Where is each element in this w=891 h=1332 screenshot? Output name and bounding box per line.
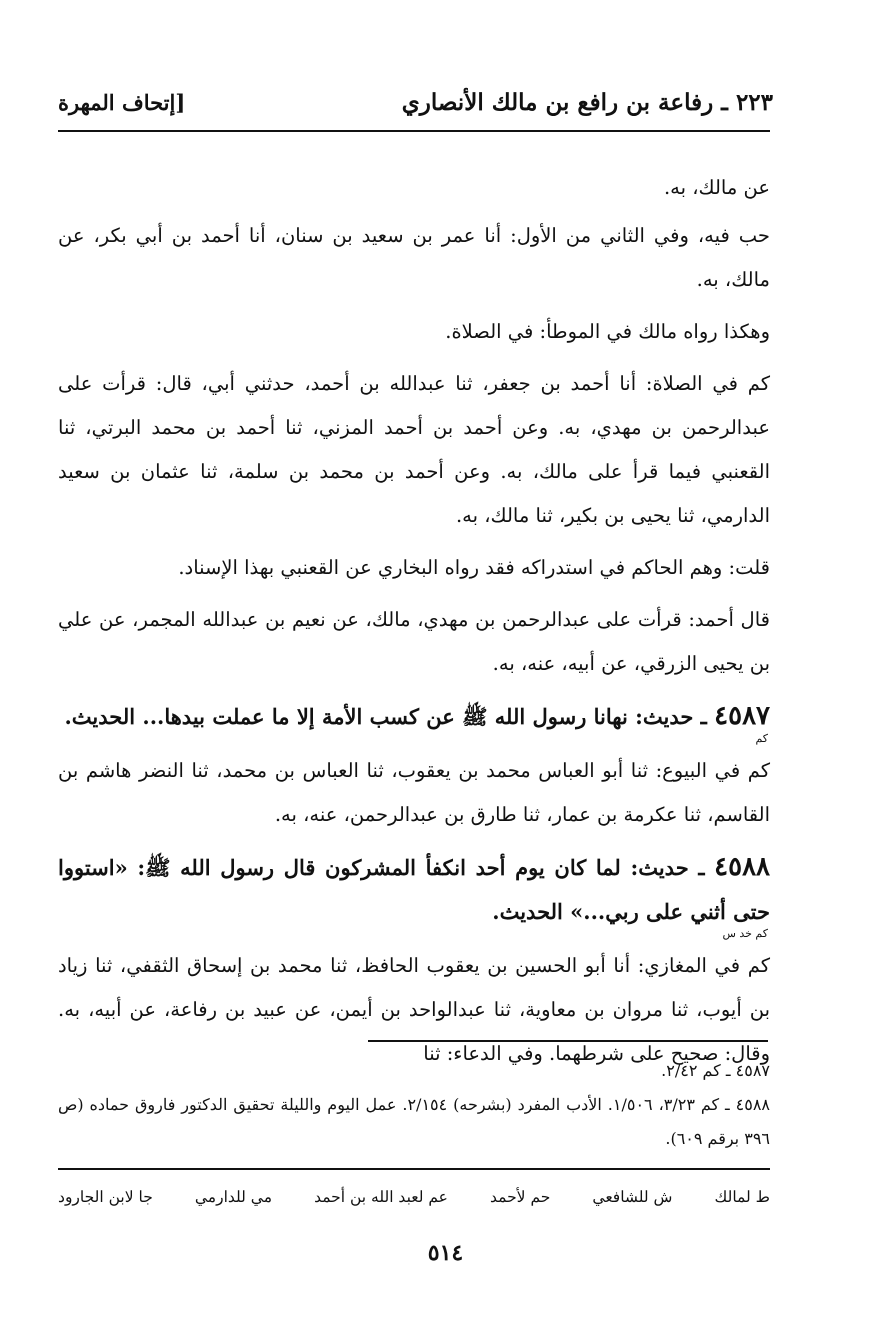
page-header [58,82,773,122]
hadith-source-tag: كم [755,732,768,745]
chapter-title: ٢٢٣ ـ رفاعة بن رافع بن مالك الأنصاري [401,88,773,116]
paragraph: قال أحمد: قرأت على عبدالرحمن بن مهدي، مالك، عن نعيم بن عبدالله المجمر، عن علي بن يحيى الزرقي، عن أبيه، عنه، به. [58,608,770,675]
abbreviations-key [58,1182,770,1212]
paragraph: عن مالك، به. [663,176,770,199]
book-title: [إتحاف المهرة [58,89,186,115]
hadith-text: ـ حديث: لما كان يوم أحد انكفأ المشركون قال رسول الله ﷺ: «استووا حتى أثني على ربي...» الحديث. [58,855,770,924]
hadith-4587 [58,694,770,745]
paragraph: كم في المغازي: أنا أبو الحسين بن يعقوب الحافظ، ثنا محمد بن إسحاق الثقفي، ثنا زياد بن أيوب، ثنا مروان بن معاوية، ثنا عبدالواحد بن أيمن، عن عبيد بن رفاعة، عن أبيه، به. وقال: صحيح على شرطهما. وفي الدعاء: ثنا [58,954,770,1065]
abbreviation: ش للشافعي [592,1188,673,1206]
header-divider [58,130,770,132]
paragraph: وهكذا رواه مالك في الموطأ: في الصلاة. [445,320,770,343]
abbreviation: مي للدارمي [194,1188,273,1206]
hadith-4588 [58,845,770,940]
footnote: ٤٥٨٧ ـ كم ٢/٤٢. [661,1061,770,1080]
abbreviation: حم لأحمد [490,1188,551,1206]
paragraph: حب فيه، وفي الثاني من الأول: أنا عمر بن سعيد بن سنان، أنا أحمد بن أبي بكر، عن مالك، به. [58,224,770,291]
paragraph: قلت: وهم الحاكم في استدراكه فقد رواه البخاري عن القعنبي بهذا الإسناد. [178,556,770,579]
hadith-source-tag: كم خد س [722,927,768,940]
hadith-text: ـ حديث: نهانا رسول الله ﷺ عن كسب الأمة إلا ما عملت بيدها... الحديث. [64,704,715,729]
hadith-number: ٤٥٨٧ [714,701,770,731]
footnote: ٤٥٨٨ ـ كم ٣/٢٣، ١/٥٠٦. الأدب المفرد (بشرحه) ٢/١٥٤. عمل اليوم والليلة تحقيق الدكتور فاروق حماده (ص ٣٩٦ برقم ٦٠٩). [58,1095,770,1148]
page-number: ٥١٤ [427,1240,464,1266]
footnote-divider [368,1040,768,1042]
main-text [58,166,770,1084]
hadith-number: ٤٥٨٨ [714,852,770,882]
abbreviation: ط لمالك [714,1188,770,1206]
abbreviation: عم لعبد الله بن أحمد [314,1188,448,1206]
paragraph: كم في البيوع: ثنا أبو العباس محمد بن يعقوب، ثنا العباس بن محمد، ثنا النضر هاشم بن القاسم، ثنا عكرمة بن عمار، ثنا طارق بن عبدالرحمن، عنه، به. [58,759,770,826]
paragraph: كم في الصلاة: أنا أحمد بن جعفر، ثنا عبدالله بن أحمد، حدثني أبي، قال: قرأت على عبدالرحمن بن مهدي، به. وعن أحمد بن أحمد المزني، ثنا أحمد بن محمد البرتي، ثنا القعنبي فيما قرأ على مالك، به. وعن أحمد بن محمد بن سلمة، ثنا عثمان بن سعيد الدارمي، ثنا يحيى بن بكير، ثنا مالك، به. [58,372,770,527]
abbreviation: جا لابن الجارود [58,1188,153,1206]
footnotes [58,1054,770,1156]
abbreviations-divider [58,1168,770,1170]
